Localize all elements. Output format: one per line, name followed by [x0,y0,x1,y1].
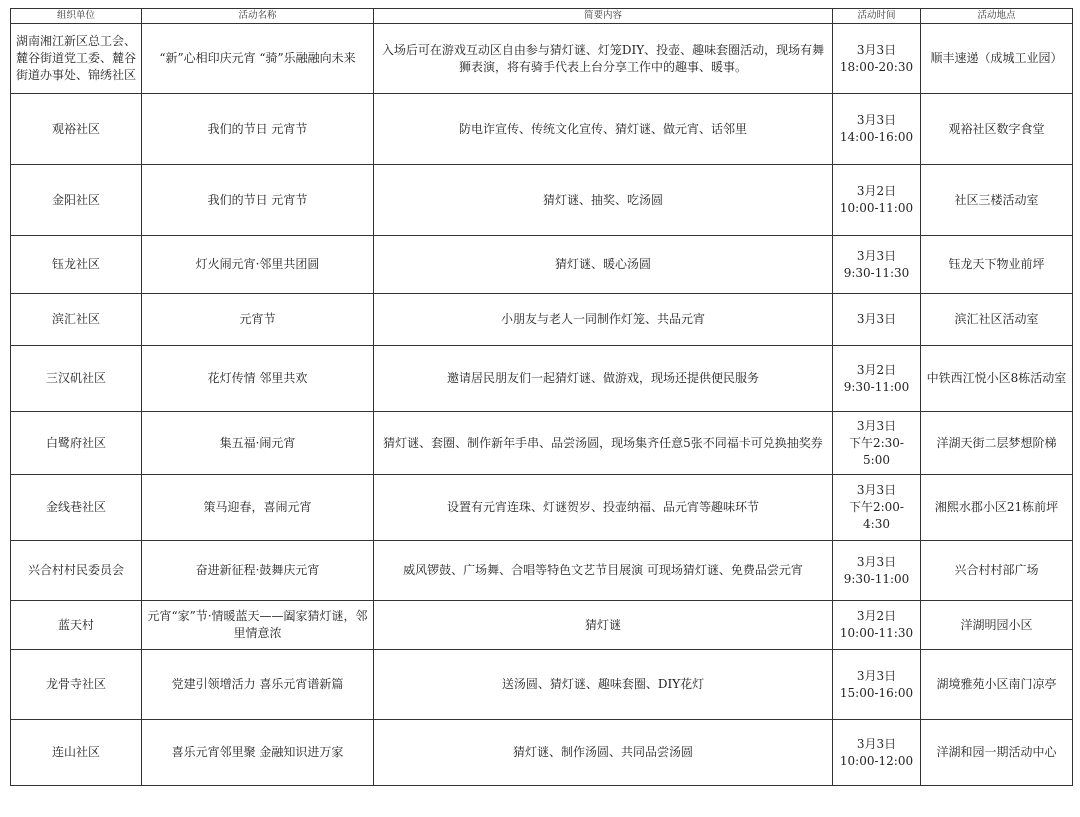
org-cell: 滨汇社区 [11,294,142,346]
activity-date: 3月3日 [856,248,897,263]
content-cell: 送汤圆、猜灯谜、趣味套圈、DIY花灯 [374,650,833,720]
content-cell: 小朋友与老人一同制作灯笼、共品元宵 [374,294,833,346]
place-cell: 社区三楼活动室 [921,165,1073,236]
activity-name-cell: 元宵节 [142,294,374,346]
activity-time-range: 9:30-11:30 [843,265,910,280]
org-cell: 观裕社区 [11,94,142,165]
content-cell: 猜灯谜、暖心汤圆 [374,236,833,294]
activity-time-range: 下午2:00-4:30 [848,500,904,531]
content-cell: 防电诈宣传、传统文化宣传、猜灯谜、做元宵、话邻里 [374,94,833,165]
org-cell: 连山社区 [11,720,142,786]
activity-name-cell: 策马迎春，喜闹元宵 [142,475,374,541]
table-row [11,94,1073,165]
place-cell: 顺丰速递（成城工业园） [921,24,1073,94]
activity-name-cell: 花灯传情 邻里共欢 [142,346,374,412]
table-row [11,24,1073,94]
activity-name-cell: 我们的节日 元宵节 [142,165,374,236]
place-cell: 洋湖明园小区 [921,601,1073,650]
activity-date: 3月2日 [856,362,897,377]
table-row [11,650,1073,720]
activity-time-range: 15:00-16:00 [839,685,914,700]
activity-schedule-sheet [10,8,1072,808]
content-cell: 邀请居民朋友们一起猜灯谜、做游戏，现场还提供便民服务 [374,346,833,412]
content-cell: 猜灯谜、抽奖、吃汤圆 [374,165,833,236]
header-activity-name: 活动名称 [142,9,374,24]
place-cell: 滨汇社区活动室 [921,294,1073,346]
place-cell: 洋湖和园一期活动中心 [921,720,1073,786]
content-cell: 猜灯谜 [374,601,833,650]
table-header-row [11,9,1073,24]
org-cell: 钰龙社区 [11,236,142,294]
org-cell: 三汉矶社区 [11,346,142,412]
activity-name-cell: 党建引领增活力 喜乐元宵谱新篇 [142,650,374,720]
time-cell [833,475,921,541]
activity-date: 3月3日 [856,312,897,326]
table-row [11,346,1073,412]
org-cell: 龙骨寺社区 [11,650,142,720]
time-cell [833,601,921,650]
activity-date: 3月2日 [856,609,897,623]
table-row [11,165,1073,236]
activity-time-range: 10:00-11:00 [839,201,914,215]
table-row [11,720,1073,786]
activity-name-cell: 集五福·闹元宵 [142,412,374,475]
activity-date: 3月3日 [856,554,897,569]
header-content: 简要内容 [374,9,833,24]
header-time: 活动时间 [833,9,921,24]
table-row [11,601,1073,650]
header-org: 组织单位 [11,9,142,24]
activity-time-range: 10:00-12:00 [839,753,914,768]
org-cell: 兴合村村民委员会 [11,541,142,601]
activity-date: 3月3日 [856,418,897,433]
activity-name-cell: 我们的节日 元宵节 [142,94,374,165]
table-row [11,475,1073,541]
activity-time-range: 10:00-11:30 [839,626,914,640]
place-cell: 中铁西江悦小区8栋活动室 [921,346,1073,412]
content-cell: 威风锣鼓、广场舞、合唱等特色文艺节目展演 可现场猜灯谜、免费品尝元宵 [374,541,833,601]
org-cell: 蓝天村 [11,601,142,650]
activity-date: 3月2日 [856,184,897,198]
place-cell: 观裕社区数字食堂 [921,94,1073,165]
activity-name-cell: 奋进新征程·鼓舞庆元宵 [142,541,374,601]
activity-time-range: 14:00-16:00 [839,130,914,144]
table-row [11,412,1073,475]
content-cell: 猜灯谜、制作汤圆、共同品尝汤圆 [374,720,833,786]
time-cell [833,24,921,94]
activity-name-cell: 喜乐元宵邻里聚 金融知识进万家 [142,720,374,786]
activity-date: 3月3日 [856,483,897,497]
time-cell [833,720,921,786]
activity-time-range: 9:30-11:00 [843,571,910,586]
activity-time-range: 下午2:30-5:00 [848,435,904,467]
activity-name-cell: “新”心相印庆元宵 “骑”乐融融向未来 [142,24,374,94]
table-row [11,294,1073,346]
activity-name-cell: 灯火闹元宵·邻里共团圆 [142,236,374,294]
table-body [11,24,1073,786]
activity-date: 3月3日 [856,113,897,127]
time-cell [833,541,921,601]
time-cell [833,650,921,720]
content-cell: 入场后可在游戏互动区自由参与猜灯谜、灯笼DIY、投壶、趣味套圈活动，现场有舞狮表演，将有骑手代表上台分享工作中的趣事、暖事。 [374,24,833,94]
org-cell: 金线巷社区 [11,475,142,541]
place-cell: 兴合村村部广场 [921,541,1073,601]
activity-name-cell: 元宵“家”节·情暖蓝天——阖家猜灯谜，邻里情意浓 [142,601,374,650]
org-cell: 湖南湘江新区总工会、麓谷街道党工委、麓谷街道办事处、锦绣社区 [11,24,142,94]
org-cell: 金阳社区 [11,165,142,236]
activity-time-range: 18:00-20:30 [839,59,914,74]
place-cell: 钰龙天下物业前坪 [921,236,1073,294]
time-cell [833,94,921,165]
place-cell: 湖境雅苑小区南门凉亭 [921,650,1073,720]
time-cell [833,294,921,346]
place-cell: 湘熙水郡小区21栋前坪 [921,475,1073,541]
time-cell [833,412,921,475]
time-cell [833,236,921,294]
content-cell: 猜灯谜、套圈、制作新年手串、品尝汤圆，现场集齐任意5张不同福卡可兑换抽奖券 [374,412,833,475]
table-row [11,541,1073,601]
table-row [11,236,1073,294]
time-cell [833,346,921,412]
content-cell: 设置有元宵连珠、灯谜贺岁、投壶纳福、品元宵等趣味环节 [374,475,833,541]
place-cell: 洋湖天街二层梦想阶梯 [921,412,1073,475]
time-cell [833,165,921,236]
activity-date: 3月3日 [856,668,897,683]
org-cell: 白鹭府社区 [11,412,142,475]
activity-date: 3月3日 [856,42,897,57]
activity-time-range: 9:30-11:00 [843,379,910,394]
activity-date: 3月3日 [856,736,897,751]
activity-table [10,8,1073,786]
header-place: 活动地点 [921,9,1073,24]
